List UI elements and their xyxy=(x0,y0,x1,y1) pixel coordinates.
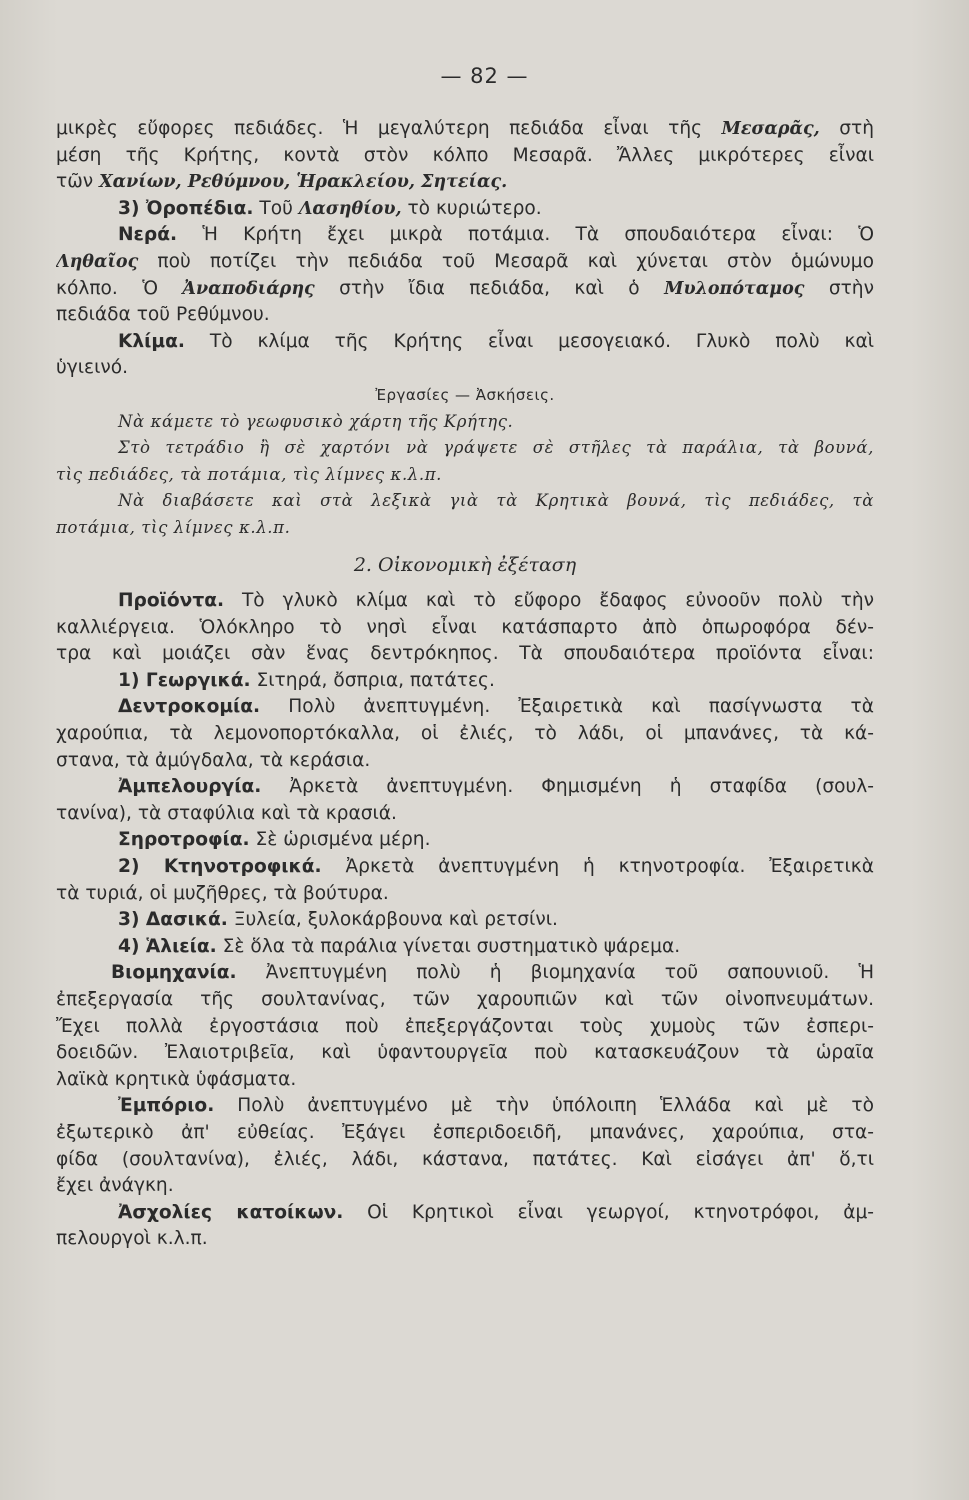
text-line: χαρούπια, τὰ λεμονοπορτόκαλλα, οἱ ἐλιές, τὸ λάδι, οἱ μπανάνες, τὰ κά- xyxy=(56,723,874,745)
exercise-line: Νὰ κάμετε τὸ γεωφυσικὸ χάρτη τῆς Κρήτης. xyxy=(118,411,514,431)
text-line: Ἔχει πολλὰ ἐργοστάσια ποὺ ἐπεξεργάζονται τοὺς χυμοὺς τῶν ἐσπερι- xyxy=(56,1015,874,1037)
text-line: κόλπο. Ὁ Ἀναποδιάρης στὴν ἴδια πεδιάδα, καὶ ὁ Μυλοπόταμος στὴν xyxy=(56,277,874,299)
text-line: Ἐμπόριο. Πολὺ ἀνεπτυγμένο μὲ τὴν ὑπόλοιπη Ἑλλάδα καὶ μὲ τὸ xyxy=(118,1095,874,1117)
text-line: μέση τῆς Κρήτης, κοντὰ στὸν κόλπο Μεσαρᾶ. Ἄλλες μικρότερες εἶναι xyxy=(56,144,874,166)
exercises-heading: Ἐργασίες — Ἀσκήσεις. xyxy=(375,385,555,404)
exercise-line: τὶς πεδιάδες, τὰ ποτάμια, τὶς λίμνες κ.λ.π. xyxy=(56,464,442,484)
text-line: τῶν Χανίων, Ρεθύμνου, Ἡρακλείου, Σητείας. xyxy=(56,171,508,193)
text-line: Κλίμα. Τὸ κλίμα τῆς Κρήτης εἶναι μεσογειακό. Γλυκὸ πολὺ καὶ xyxy=(118,330,874,352)
text-line: δοειδῶν. Ἐλαιοτριβεῖα, καὶ ὑφαντουργεῖα ποὺ κατασκευάζουν τὰ ὡραῖα xyxy=(56,1042,874,1064)
text-line: φίδα (σουλτανίνα), ἐλιές, λάδι, κάστανα, πατάτες. Καὶ εἰσάγει ἀπ' ὅ,τι xyxy=(56,1148,874,1170)
text-line: πελουργοὶ κ.λ.π. xyxy=(56,1228,208,1250)
text-line: 4) Ἁλιεία. Σὲ ὅλα τὰ παράλια γίνεται συστηματικὸ ψάρεμα. xyxy=(118,935,681,957)
spacer xyxy=(56,578,874,588)
text-line: Δεντροκομία. Πολὺ ἀνεπτυγμένη. Ἐξαιρετικὰ καὶ πασίγνωστα τὰ xyxy=(118,696,874,718)
text-line: πεδιάδα τοῦ Ρεθύμνου. xyxy=(56,304,270,326)
text-line: Σηροτροφία. Σὲ ὡρισμένα μέρη. xyxy=(118,829,431,851)
text-line: Ἀμπελουργία. Ἀρκετὰ ἀνεπτυγμένη. Φημισμένη ἡ σταφίδα (σουλ- xyxy=(118,776,874,798)
text-line: Νερά. Ἡ Κρήτη ἔχει μικρὰ ποτάμια. Τὰ σπουδαιότερα εἶναι: Ὁ xyxy=(118,224,874,246)
spacer xyxy=(56,542,874,552)
text-line: καλλιέργεια. Ὁλόκληρο τὸ νησὶ εἶναι κατάσπαρτο ἀπὸ ὀπωροφόρα δέν- xyxy=(56,616,874,638)
text-line: τὰ τυριά, οἱ μυζῆθρες, τὰ βούτυρα. xyxy=(56,882,389,904)
text-line: μικρὲς εὔφορες πεδιάδες. Ἡ μεγαλύτερη πεδιάδα εἶναι τῆς Μεσαρᾶς, στὴ xyxy=(56,118,874,139)
text-line: ὑγιεινό. xyxy=(56,357,129,379)
text-line: ἐπεξεργασία τῆς σουλτανίνας, τῶν χαρουπιῶν καὶ τῶν οἰνοπνευμάτων. xyxy=(56,989,874,1010)
text-line: 1) Γεωργικά. Σιτηρά, ὄσπρια, πατάτες. xyxy=(118,669,495,691)
text-line: λαϊκὰ κρητικὰ ὑφάσματα. xyxy=(56,1068,297,1090)
text-line: 2) Κτηνοτροφικά. Ἀρκετὰ ἀνεπτυγμένη ἡ κτηνοτροφία. Ἐξαιρετικὰ xyxy=(118,856,874,878)
text-line: τανίνα), τὰ σταφύλια καὶ τὰ κρασιά. xyxy=(56,802,397,824)
page-number: — 82 — xyxy=(440,64,529,88)
text-line: στανα, τὰ ἀμύγδαλα, τὰ κεράσια. xyxy=(56,749,371,771)
text-line: Ἀσχολίες κατοίκων. Οἱ Κρητικοὶ εἶναι γεωργοί, κτηνοτρόφοι, ἀμ- xyxy=(118,1201,874,1223)
text-line: τρα καὶ μοιάζει σὰν ἕνας δεντρόκηπος. Τὰ σπουδαιότερα προϊόντα εἶναι: xyxy=(56,643,874,665)
text-line: Βιομηχανία. Ἀνεπτυγμένη πολὺ ἡ βιομηχανία τοῦ σαπουνιοῦ. Ἡ xyxy=(111,962,874,984)
text-line: Προϊόντα. Τὸ γλυκὸ κλίμα καὶ τὸ εὔφορο ἔδαφος εὐνοοῦν πολὺ τὴν xyxy=(118,590,874,612)
exercise-line: Νὰ διαβάσετε καὶ στὰ λεξικὰ γιὰ τὰ Κρητικὰ βουνά, τὶς πεδιάδες, τὰ xyxy=(118,491,874,511)
text-line: 3) Δασικά. Ξυλεία, ξυλοκάρβουνα καὶ ρετσίνι. xyxy=(118,909,558,931)
section-heading: 2. Οἰκονομικὴ ἐξέταση xyxy=(353,553,577,576)
text-line: ἐξωτερικὸ ἀπ' εὐθείας. Ἐξάγει ἐσπεριδοειδῆ, μπανάνες, χαρούπια, στα- xyxy=(56,1121,874,1143)
exercise-line: Στὸ τετράδιο ἢ σὲ χαρτόνι νὰ γράψετε σὲ στῆλες τὰ παράλια, τὰ βουνά, xyxy=(118,438,874,458)
page-body xyxy=(56,116,874,1253)
text-line: 3) Ὀροπέδια. Τοῦ Λασηθίου, τὸ κυριώτερο. xyxy=(118,197,542,219)
text-line: Ληθαῖος ποὺ ποτίζει τὴν πεδιάδα τοῦ Μεσαρᾶ καὶ χύνεται στὸν ὁμώνυμο xyxy=(56,250,874,272)
text-line: ἔχει ἀνάγκη. xyxy=(56,1175,174,1197)
exercise-line: ποτάμια, τὶς λίμνες κ.λ.π. xyxy=(56,517,291,537)
